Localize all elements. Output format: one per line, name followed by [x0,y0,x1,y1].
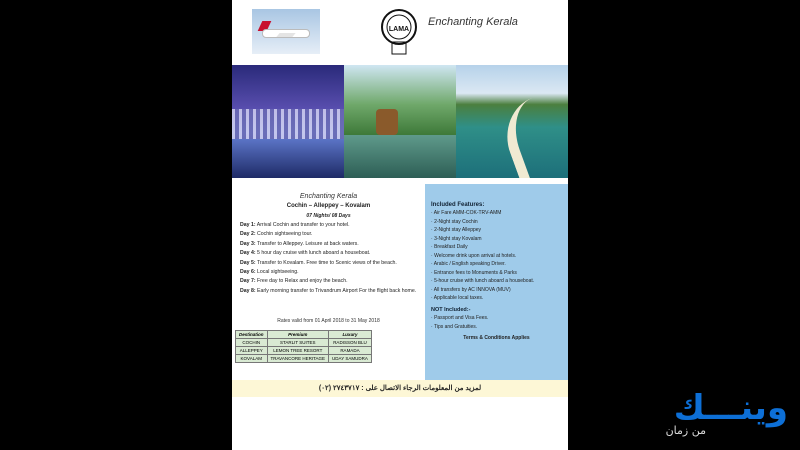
table-row: KOVALAM TRAVANCORE HERITAGE UDAY SAMUDRA [236,354,372,362]
list-item: · Air Fare AMM-COK-TRV-AMM [431,210,502,216]
table-header: Luxury [329,330,372,338]
table-row: COCHIN STARLIT SUITES RADISSON BLU [236,338,372,346]
lama-logo [380,8,418,56]
day-list [240,222,425,294]
airplane-image [252,9,320,54]
table-header: Destination [236,330,268,338]
list-item: · 3-Night stay Kovalam [431,235,482,242]
day-item: Day 3: Transfer to Alleppey. Leisure at back waters. [240,240,359,247]
brand-tagline: من زمان [665,424,706,437]
terms-note: Terms & Conditions Applies [463,334,530,341]
day-item: Day 6: Local sightseeing. [240,268,299,275]
day-item: Day 2: Cochin sightseeing tour. [240,231,313,238]
not-included-title: NOT Included:- [431,307,471,313]
rates-table [235,330,372,363]
day-item: Day 7: Free day to Relax and enjoy the beach. [240,278,348,285]
brochure-page [232,0,568,450]
list-item: · Entrance fees to Monuments & Parks [431,269,517,276]
houseboat-photo [344,65,456,178]
itinerary-title: Enchanting Kerala [299,193,358,200]
contact-footer: لمزيد من المعلومات الرجاء الاتصال على : ٢٧٤٣٧١٧ (٠٢) [232,380,568,397]
brand-watermark [616,388,796,448]
table-row: ALLEPPEY LEMON TREE RESORT RAMADA [236,346,372,354]
photo-strip [232,65,568,178]
list-item: · Arabic / English speaking Driver. [431,261,506,267]
itinerary-panel [232,184,425,380]
beach-photo [456,65,568,178]
list-item: · 5-hour cruise with lunch aboard a houseboat. [431,278,535,284]
itinerary-nights: 07 Nights/ 08 Days [306,213,351,219]
list-item: · 2-Night stay Cochin [431,218,478,225]
day-item: Day 1: Arrival Cochin and transfer to your hotel. [240,222,350,228]
rates-note: Rates valid from 01 April 2018 to 31 May 2018 [277,317,380,324]
brand-logo-text: وينـــك [673,388,788,428]
day-item: Day 5: Transfer to Kovalam. Free time to Scenic views of the beach. [240,259,397,266]
itinerary-route: Cochin – Alleppey – Kovalam [286,203,371,209]
list-item: · All transfers by AC INNOVA (MUV) [431,286,511,293]
list-item: · Tips and Gratuities. [431,323,478,330]
list-item: · Applicable local taxes. [431,295,484,301]
included-list [431,210,562,301]
list-item: · Passport and Visa Fees. [431,315,489,321]
list-item: · 2-Night stay Alleppey [431,227,482,233]
info-section [232,184,568,380]
day-item: Day 8: Early morning transfer to Trivandrum Airport For the flight back home. [240,287,417,294]
table-header: Premium [267,330,329,338]
city-night-photo [232,65,344,178]
not-included-list [431,315,562,330]
list-item: · Welcome drink upon arrival at hotels. [431,252,517,259]
list-item: · Breakfast Daily [431,244,468,250]
header-title: Enchanting Kerala [428,16,518,28]
day-item: Day 4: 5 hour day cruise with lunch aboard a houseboat. [240,250,371,257]
included-title: Included Features: [431,202,485,208]
svg-text:LAMA: LAMA [388,26,410,33]
features-panel [425,184,568,380]
